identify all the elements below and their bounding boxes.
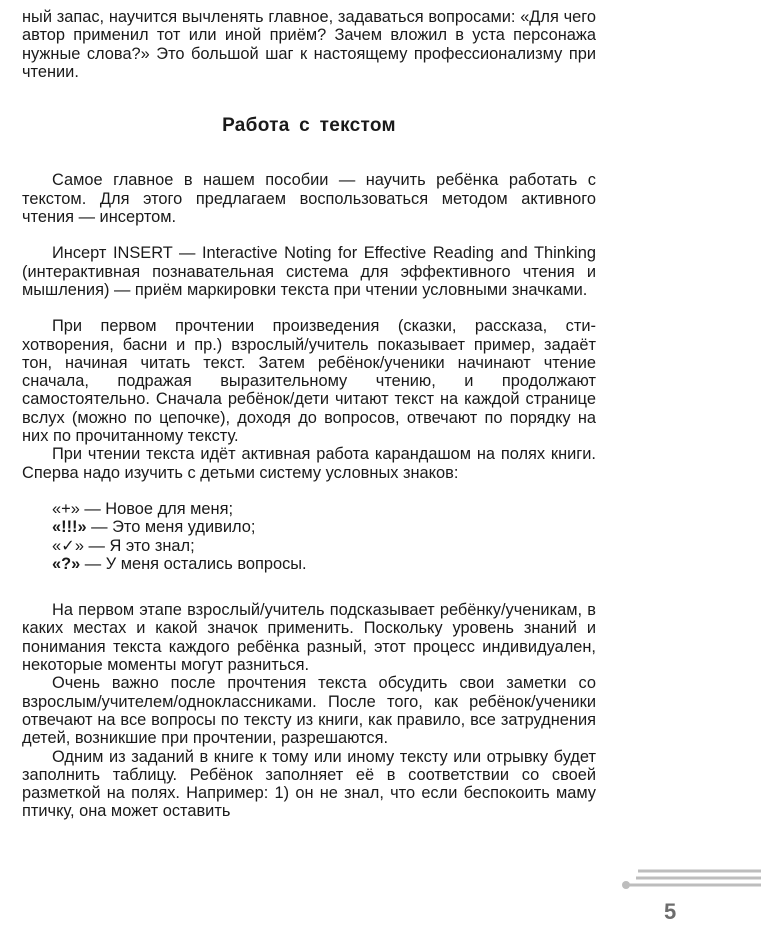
- paragraph-pencil-work: При чтении текста идёт активная работа карандашом на полях книги. Сперва надо изучить с детьми систему условных знаков:: [22, 445, 596, 482]
- paragraph-discussion: Очень важно после прочтения текста обсудить свои заметки со взрослым/учителем/одноклассниками. После того, как ребёнок/ученики отвечают на все вопросы по тексту из книги, как правило, все затруднения детей, возникшие при прочтении, разрешаются.: [22, 674, 596, 748]
- symbol-mark: «?»: [52, 554, 81, 573]
- list-item: [22, 500, 596, 518]
- page-number: 5: [664, 899, 677, 924]
- paragraph-table-task: Одним из заданий в книге к тому или иному тексту или отрывку будет заполнить таблицу. Ребёнок заполняет её в соответствии со своей разметкой на полях. Например: 1) он не знал, что если беспокоить маму птичку, она может оставить: [22, 747, 596, 821]
- symbol-mark: «+»: [52, 499, 80, 518]
- list-item: [22, 518, 596, 536]
- symbol-mark: «!!!»: [52, 518, 87, 537]
- footer-decoration: [622, 866, 761, 896]
- paragraph-first-stage: На первом этапе взрослый/учитель подсказывает ребёнку/ученикам, в каких местах и какой значок применить. Поскольку уровень знаний и понимания текста каждого ребёнка разный, этот процесс индивидуален, некоторые моменты могут разниться.: [22, 601, 596, 675]
- paragraph-main-goal: Самое главное в нашем пособии — научить ребёнка работать с текстом. Для этого предлагаем воспользоваться методом активного чтения — инсертом.: [22, 171, 596, 227]
- symbol-text: — Это меня удивило;: [86, 518, 256, 537]
- symbol-mark: «✓»: [52, 536, 84, 555]
- intro-paragraph: ный запас, научится вычленять главное, задаваться вопросами: «Для чего автор применил тот или иной приём? Зачем вложил в уста персонажа нужные слова?» Это большой шаг к настоящему профессионализму при чтении.: [22, 8, 596, 81]
- list-item: [22, 537, 596, 555]
- page-body: [22, 8, 596, 821]
- list-item: [22, 555, 596, 573]
- symbol-text: — Новое для меня;: [79, 499, 233, 518]
- paragraph-insert-definition: Инсерт INSERT — Interactive Noting for Effective Reading and Thinking (интерактивная познавательная система для эффективного чтения и мышления) — приём маркировки текста при чтении условными значками.: [22, 244, 596, 299]
- symbol-text: — Я это знал;: [83, 536, 195, 555]
- paragraph-first-reading: При первом прочтении произведения (сказки, рассказа, стихотворения, басни и пр.) взрослый/учитель показывает пример, задаёт тон, начиная читать текст. Затем ребёнок/ученики начинают чтение сначала, подражая выразительному чтению, и продолжают самостоятельно. Сначала ребёнок/дети читают текст на каждой странице вслух (можно по цепочке), доходя до вопросов, отвечают по порядку на них по прочитанному тексту.: [22, 317, 596, 446]
- symbol-list: [22, 500, 596, 573]
- symbol-text: — У меня остались вопросы.: [80, 554, 307, 573]
- section-title: Работа с текстом: [222, 115, 396, 137]
